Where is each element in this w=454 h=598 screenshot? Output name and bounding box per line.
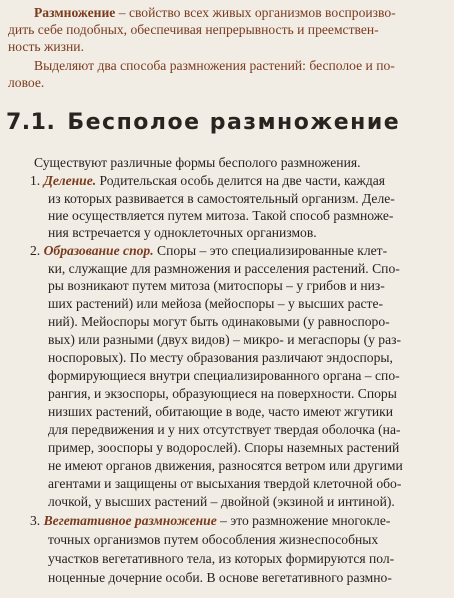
item-3-line-1-text: – это размножение многокле-: [216, 513, 391, 528]
item-3-term: Вегетативное размножение: [43, 513, 217, 528]
item-2-line-10: низших растений, обитающие в воде, часто имеют жгутики: [48, 404, 394, 419]
item-2-line-15: лочкой, у высших растений – двойной (экзиной и интиной).: [48, 494, 395, 509]
item-3-line-1: [30, 512, 390, 529]
item-1-line-1-text: Родительская особь делится на две части, каждая: [96, 173, 386, 188]
item-2-line-1-text: Споры – это специализированные клет-: [153, 243, 388, 258]
item-2-line-11: для передвижения и у них отсутствует твердая оболочка (на-: [48, 422, 401, 437]
item-1-line-1: [30, 172, 385, 189]
item-2-marker: 2.: [30, 243, 41, 258]
item-3-marker: 3.: [30, 513, 41, 528]
item-1-term: Деление.: [43, 173, 97, 188]
item-2-line-6: вых) или разными (двух видов) – микро- и мегаспоры (у раз-: [48, 332, 402, 347]
intro-line-1-text: – свойство всех живых организмов воспроизво-: [115, 5, 396, 20]
item-2-line-5: ний). Мейоспоры могут быть одинаковыми (у равноспоро-: [48, 314, 390, 329]
intro-term: Размножение: [34, 5, 116, 20]
item-2-line-7: носпоровых). По месту образования различают эндоспоры,: [48, 350, 393, 365]
intro-line-4: Выделяют два способа размножения растений: бесполое и по-: [34, 58, 395, 73]
item-2-line-14: агентами и защищены от высыхания твердой клеточной обо-: [48, 476, 402, 491]
item-2-line-1: [30, 242, 387, 259]
intro-line-5: ловое.: [8, 75, 45, 90]
item-2-line-13: не имеют органов движения, разносятся ветром или другими: [48, 458, 403, 473]
item-2-line-2: ки, служащие для размножения и расселения растений. Спо-: [48, 261, 400, 276]
item-3-line-2: точных организмов путем обособления жизнеспособных: [48, 532, 379, 547]
item-3-line-3: участков вегетативного тела, из которых формируются пол-: [48, 551, 395, 566]
item-2-line-8: формирующиеся внутри специализированного органа – спо-: [48, 368, 400, 383]
item-2-line-12: пример, зооспоры у водорослей). Споры наземных растений: [48, 440, 400, 455]
intro-line-1: [34, 4, 396, 21]
intro-line-3: ность жизни.: [8, 39, 84, 54]
section-title: Бесполое размножение: [67, 110, 401, 135]
section-heading: [6, 110, 400, 135]
item-1-marker: 1.: [30, 173, 41, 188]
item-1-line-3: ние осуществляется путем митоза. Такой способ размноже-: [48, 208, 394, 223]
item-2-line-4: ших растений) или мейоза (мейоспоры – у высших расте-: [48, 296, 384, 311]
item-2-line-3: ры возникают путем митоза (митоспоры – у грибов и низ-: [48, 278, 385, 293]
lead-line: Существуют различные формы бесполого размножения.: [34, 155, 361, 170]
item-1-line-4: ния встречается у одноклеточных организмов.: [48, 225, 317, 240]
item-1-line-2: из которых развивается в самостоятельный организм. Деле-: [48, 191, 395, 206]
section-number: 7.1.: [6, 110, 56, 135]
intro-line-2: дить себе подобных, обеспечивая непрерывность и преемствен-: [8, 22, 379, 37]
item-3-line-4: ноценные дочерние особи. В основе вегетативного размно-: [48, 570, 392, 585]
item-2-line-9: рангия, и экзоспоры, образующиеся на поверхности. Споры: [48, 386, 397, 401]
item-2-term: Образование спор.: [43, 243, 154, 258]
